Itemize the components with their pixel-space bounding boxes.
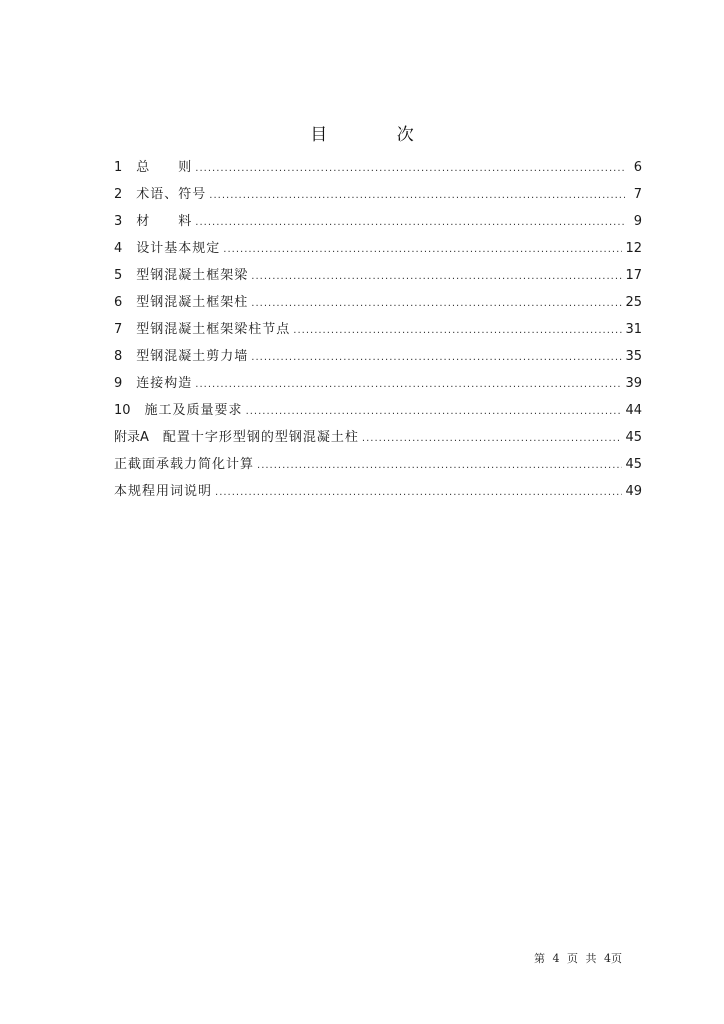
toc-entry[interactable] (114, 156, 642, 183)
toc-entry-number: 1 (114, 160, 123, 175)
toc-entry-page: 25 (625, 295, 642, 310)
toc-entry-number: 7 (114, 322, 123, 337)
toc-entry[interactable] (114, 372, 642, 399)
toc-entry[interactable] (114, 291, 642, 318)
toc-leader-dots (195, 217, 625, 228)
toc-entry-page: 45 (625, 430, 642, 445)
toc-leader-dots (257, 460, 622, 471)
toc-leader-dots (195, 163, 625, 174)
toc-entry[interactable] (114, 480, 642, 507)
toc-entry-label: 配置十字形型钢的型钢混凝土柱 (162, 430, 359, 445)
toc-entry-page: 35 (625, 349, 642, 364)
toc-leader-dots (362, 433, 623, 444)
table-of-contents (114, 156, 642, 507)
page-footer: 第 4 页 共 4页 (534, 952, 622, 965)
toc-leader-dots (223, 244, 622, 255)
toc-leader-dots (251, 271, 622, 282)
toc-entry-label: 型钢混凝土框架梁 (136, 268, 249, 283)
toc-entry-number: 5 (114, 268, 123, 283)
toc-entry[interactable] (114, 453, 642, 480)
toc-entry-page: 45 (625, 457, 642, 472)
toc-entry-number: 9 (114, 376, 123, 391)
toc-entry-label: 设计基本规定 (136, 241, 221, 256)
toc-entry-page: 44 (625, 403, 642, 418)
toc-entry-number: 2 (114, 187, 123, 202)
toc-entry-page: 7 (633, 187, 642, 202)
toc-leader-dots (293, 325, 622, 336)
toc-entry-page: 49 (625, 484, 642, 499)
toc-entry[interactable] (114, 210, 642, 237)
toc-entry-label: 施工及质量要求 (144, 403, 243, 418)
toc-entry[interactable] (114, 264, 642, 291)
toc-entry-number: 附录A (114, 430, 149, 445)
toc-leader-dots (195, 379, 622, 390)
toc-entry-number: 4 (114, 241, 123, 256)
toc-entry-label: 型钢混凝土框架柱 (136, 295, 249, 310)
toc-entry-label: 本规程用词说明 (114, 484, 213, 499)
toc-entry[interactable] (114, 426, 642, 453)
page-title: 目 次 (310, 125, 446, 145)
toc-entry-number: 3 (114, 214, 123, 229)
toc-entry-page: 39 (625, 376, 642, 391)
toc-leader-dots (251, 352, 622, 363)
toc-entry[interactable] (114, 399, 642, 426)
toc-entry[interactable] (114, 345, 642, 372)
toc-entry-page: 17 (625, 268, 642, 283)
toc-entry-label: 术语、符号 (136, 187, 207, 202)
toc-entry-number: 8 (114, 349, 123, 364)
toc-entry-label: 总 则 (136, 160, 193, 175)
toc-entry-page: 31 (625, 322, 642, 337)
toc-leader-dots (215, 487, 622, 498)
toc-entry-label: 正截面承载力简化计算 (114, 457, 255, 472)
toc-entry-page: 9 (633, 214, 642, 229)
toc-entry[interactable] (114, 318, 642, 345)
toc-entry[interactable] (114, 237, 642, 264)
toc-entry-label: 型钢混凝土剪力墙 (136, 349, 249, 364)
toc-leader-dots (209, 190, 625, 201)
toc-entry-page: 6 (633, 160, 642, 175)
toc-entry-label: 材 料 (136, 214, 193, 229)
toc-entry-label: 连接构造 (136, 376, 193, 391)
toc-entry[interactable] (114, 183, 642, 210)
toc-entry-label: 型钢混凝土框架梁柱节点 (136, 322, 291, 337)
toc-leader-dots (246, 406, 623, 417)
toc-leader-dots (251, 298, 622, 309)
toc-entry-number: 6 (114, 295, 123, 310)
toc-entry-number: 10 (114, 403, 131, 418)
toc-entry-page: 12 (625, 241, 642, 256)
